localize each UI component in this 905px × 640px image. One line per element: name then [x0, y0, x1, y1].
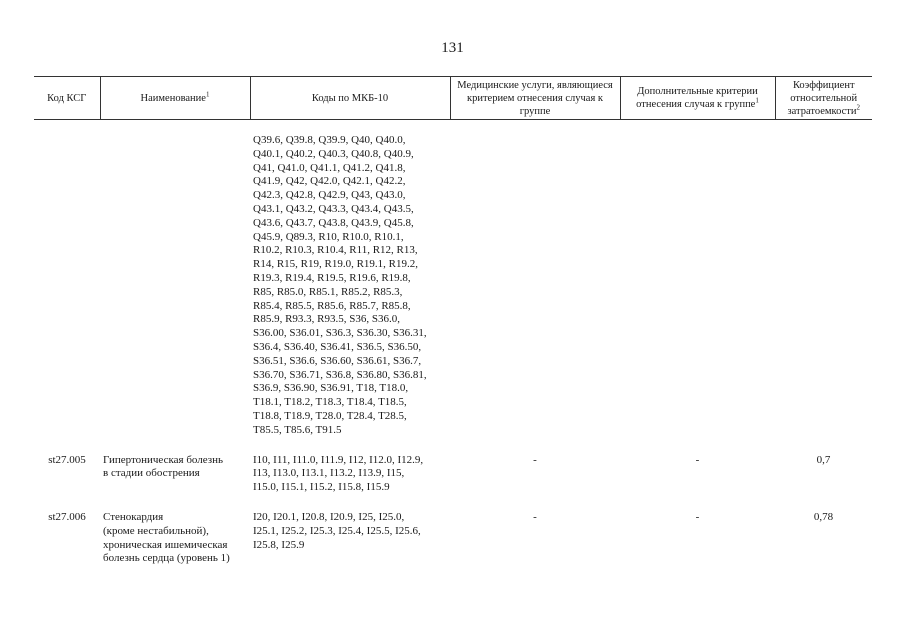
mkb-codes-line: S36.00, S36.01, S36.3, S36.30, S36.31, — [253, 327, 427, 340]
header-coef-label: Коэффициент относительной затратоемкости — [787, 79, 858, 117]
additional-criteria-cell — [620, 120, 775, 438]
header-name-footnote: 1 — [205, 90, 210, 98]
ksg-name-line: Стенокардия — [103, 510, 164, 523]
mkb-codes-line: S36.70, S36.71, S36.8, S36.80, S36.81, — [253, 368, 427, 381]
coefficient-cell — [775, 120, 872, 438]
mkb-codes-line: R85, R85.0, R85.1, R85.2, R85.3, — [253, 285, 403, 298]
ksg-code: st27.005 — [48, 453, 86, 466]
page-number: 131 — [441, 40, 464, 56]
mkb-codes-line: R85.4, R85.5, R85.6, R85.7, R85.8, — [253, 299, 411, 312]
header-services-label: Медицинские услуги, являющиеся критерием отнесения случая к группе — [457, 79, 613, 117]
coefficient-cell — [775, 495, 872, 566]
mkb-codes-line: I25.1, I25.2, I25.3, I25.4, I25.5, I25.6, — [253, 524, 421, 537]
mkb-codes-cell — [250, 438, 450, 495]
coefficient-value: 0,78 — [813, 510, 834, 523]
header-mkb — [250, 77, 450, 120]
table-row — [34, 120, 872, 438]
table-row — [34, 495, 872, 566]
services-cell — [450, 120, 620, 438]
header-name-label: Наименование — [140, 92, 206, 104]
mkb-codes-line: Q45.9, Q89.3, R10, R10.0, R10.1, — [253, 230, 404, 243]
header-row — [34, 77, 872, 120]
coefficient-value: 0,7 — [816, 453, 831, 466]
mkb-codes-line: S36.51, S36.6, S36.60, S36.61, S36.7, — [253, 354, 422, 367]
mkb-codes-line: T85.5, T85.6, T91.5 — [253, 423, 342, 436]
mkb-codes-line: Q43.1, Q43.2, Q43.3, Q43.4, Q43.5, — [253, 202, 414, 215]
ksg-name-cell — [100, 438, 250, 495]
header-name — [100, 77, 250, 120]
mkb-codes-line: T18.8, T18.9, T28.0, T28.4, T28.5, — [253, 409, 407, 422]
mkb-codes-line: S36.9, S36.90, S36.91, T18, T18.0, — [253, 382, 409, 395]
ksg-name-cell — [100, 495, 250, 566]
ksg-code: st27.006 — [48, 510, 86, 523]
ksg-code-cell — [34, 495, 100, 566]
header-coef-footnote: 2 — [856, 103, 860, 111]
table-body — [34, 120, 872, 567]
header-additional — [620, 77, 775, 120]
header-code — [34, 77, 100, 120]
mkb-codes-line: Q42.3, Q42.8, Q42.9, Q43, Q43.0, — [253, 189, 406, 202]
table-row — [34, 438, 872, 495]
ksg-name-line: в стадии обострения — [103, 467, 200, 480]
services-cell — [450, 438, 620, 495]
mkb-codes-line: R10.2, R10.3, R10.4, R11, R12, R13, — [253, 244, 418, 257]
header-coef — [775, 77, 872, 120]
services-cell — [450, 495, 620, 566]
mkb-codes-line: R85.9, R93.3, R93.5, S36, S36.0, — [253, 313, 400, 326]
additional-criteria-value: - — [695, 453, 700, 466]
mkb-codes-line: R19.3, R19.4, R19.5, R19.6, R19.8, — [253, 271, 411, 284]
header-services — [450, 77, 620, 120]
ksg-code-cell — [34, 120, 100, 438]
mkb-codes-cell — [250, 495, 450, 566]
mkb-codes-line: I13, I13.0, I13.1, I13.2, I13.9, I15, — [253, 467, 405, 480]
ksg-name-line: (кроме нестабильной), — [103, 524, 209, 537]
table-header — [34, 77, 872, 120]
services-value: - — [533, 510, 537, 523]
coefficient-cell — [775, 438, 872, 495]
mkb-codes-cell — [250, 120, 450, 438]
ksg-code-cell — [34, 438, 100, 495]
mkb-codes-line: Q41, Q41.0, Q41.1, Q41.2, Q41.8, — [253, 161, 406, 174]
mkb-codes-line: T18.1, T18.2, T18.3, T18.4, T18.5, — [253, 396, 407, 409]
additional-criteria-cell — [620, 438, 775, 495]
header-additional-footnote: 1 — [755, 96, 759, 105]
mkb-codes-line: Q43.6, Q43.7, Q43.8, Q43.9, Q45.8, — [253, 216, 414, 229]
header-code-label: Код КСГ — [47, 92, 87, 104]
ksg-name-line: болезнь сердца (уровень 1) — [103, 552, 230, 565]
additional-criteria-value: - — [695, 510, 700, 523]
ksg-name-line: Гипертоническая болезнь — [103, 453, 224, 466]
header-mkb-label: Коды по МКБ-10 — [311, 92, 389, 104]
mkb-codes-line: I20, I20.1, I20.8, I20.9, I25, I25.0, — [253, 510, 405, 523]
mkb-codes-line: Q41.9, Q42, Q42.0, Q42.1, Q42.2, — [253, 175, 406, 188]
mkb-codes-line: I10, I11, I11.0, I11.9, I12, I12.0, I12.9, — [253, 453, 424, 466]
mkb-codes-line: I15.0, I15.1, I15.2, I15.8, I15.9 — [253, 481, 390, 494]
mkb-codes-line: Q39.6, Q39.8, Q39.9, Q40, Q40.0, — [253, 134, 406, 146]
mkb-codes-line: S36.4, S36.40, S36.41, S36.5, S36.50, — [253, 340, 422, 353]
services-value: - — [533, 453, 537, 466]
ksg-table — [34, 76, 872, 566]
mkb-codes-line: R14, R15, R19, R19.0, R19.1, R19.2, — [253, 258, 419, 271]
additional-criteria-cell — [620, 495, 775, 566]
ksg-name-line: хроническая ишемическая — [103, 538, 228, 551]
ksg-name-cell — [100, 120, 250, 438]
header-additional-label: Дополнительные критерии отнесения случая к группе — [636, 86, 758, 110]
mkb-codes-line: Q40.1, Q40.2, Q40.3, Q40.8, Q40.9, — [253, 147, 414, 160]
mkb-codes-line: I25.8, I25.9 — [253, 538, 305, 551]
